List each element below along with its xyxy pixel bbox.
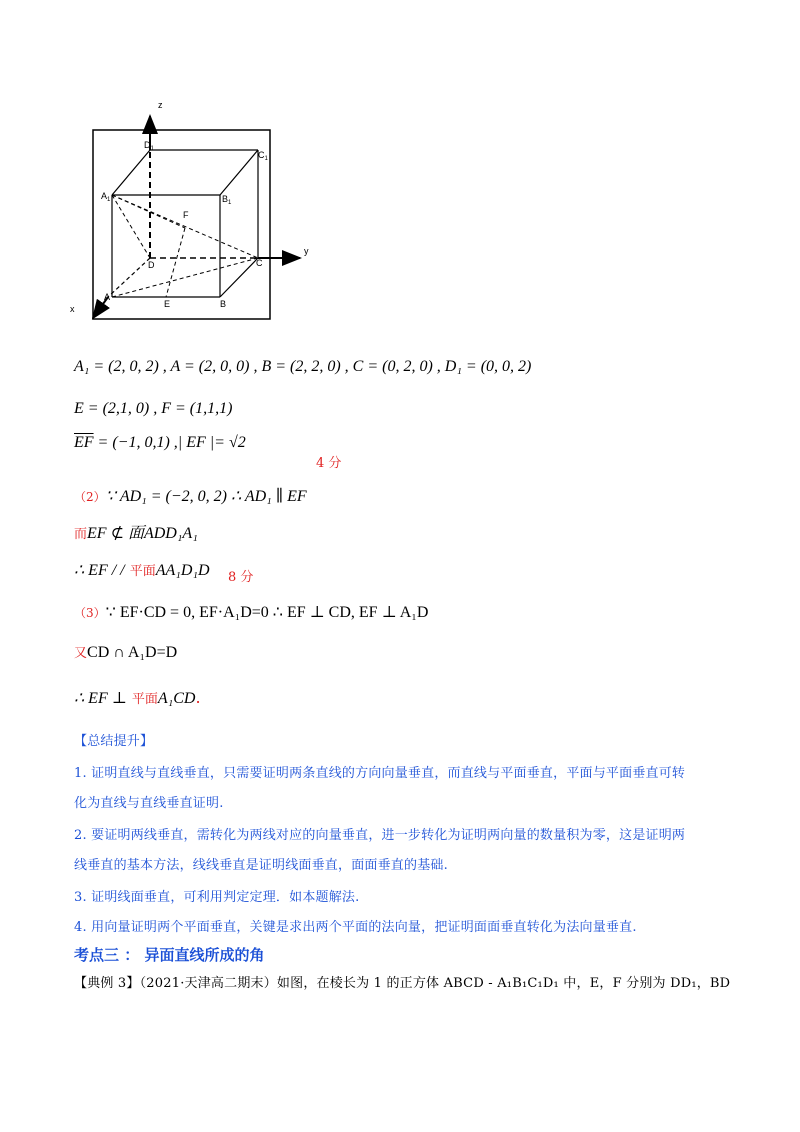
perp-conclusion: ∴ EF ⊥ 平面A₁CD. xyxy=(74,688,201,707)
intersection-line xyxy=(74,642,177,662)
part2-line xyxy=(74,486,307,506)
label-b1: $B_1$ xyxy=(222,194,232,206)
ef-vector-line xyxy=(74,432,246,452)
label-b: B xyxy=(220,299,227,309)
summary-title: 【总结提升】 xyxy=(74,734,154,749)
plane-word-2: 平面 xyxy=(131,692,158,707)
score-4: 4 分 xyxy=(316,456,342,471)
intersection: CD ∩ A₁D=D xyxy=(87,644,178,661)
summary-p1b: 化为直线与直线垂直证明. xyxy=(74,796,224,811)
example-line xyxy=(74,970,730,998)
label-e: E xyxy=(164,299,171,309)
label-x: x xyxy=(70,304,75,314)
label-z: z xyxy=(158,100,163,110)
cube-figure xyxy=(60,90,350,330)
label-c: C xyxy=(256,258,263,268)
label-c1: $C_1$ xyxy=(258,150,268,162)
er-char: 而 xyxy=(74,527,88,542)
plane-word: 平面 xyxy=(129,564,156,579)
summary-p2a: 2. 要证明两线垂直，需转化为两线对应的向量垂直，进一步转化为证明两向量的数量积为零，这是证明两 xyxy=(74,828,686,843)
part3-number: （3） xyxy=(74,606,106,620)
label-d1: $D_1$ xyxy=(144,140,154,152)
part2-statement: ∵ AD₁ = (−2, 0, 2) ∴ AD₁ ∥ EF xyxy=(105,488,307,505)
not-in-plane-line xyxy=(74,520,198,543)
example-tag: 【典例 3】 xyxy=(74,976,140,991)
coords-line-2: E = (2,1, 0) , F = (1,1,1) xyxy=(74,400,233,417)
summary-p3: 3. 证明线面垂直，可利用判定定理．如本题解法. xyxy=(74,890,360,905)
coords-line-1: A₁ = (2, 0, 2) , A = (2, 0, 0) , B = (2, 2, 0) , C = (0, 2, 0) , D₁ = (0, 0, 2) xyxy=(74,358,532,375)
not-in-plane: EF ⊄ 面ADD₁A₁ xyxy=(87,525,198,542)
you-char: 又 xyxy=(74,646,88,661)
ef-value: = (−1, 0,1) ,| EF |= √2 xyxy=(93,434,246,451)
part3-line xyxy=(74,602,428,622)
label-y: y xyxy=(304,246,309,256)
figure-frame xyxy=(93,130,270,319)
summary-p1a: 1. 证明直线与直线垂直，只需要证明两条直线的方向向量垂直，而直线与平面垂直，平面与平面垂直可转 xyxy=(74,766,686,781)
parallel-conclusion: ∴ EF / / 平面AA₁D₁D xyxy=(74,562,210,579)
score-8: 8 分 xyxy=(228,570,254,585)
part3-statement: ∵ EF·CD = 0, EF·A₁D=0 ∴ EF ⊥ CD, EF ⊥ A₁D xyxy=(105,604,429,621)
example-text: （2021·天津高二期末）如图，在棱长为 1 的正方体 ABCD - A₁B₁C₁D₁ 中，E，F 分别为 DD₁，BD xyxy=(139,976,731,991)
label-f: F xyxy=(183,210,189,220)
kaodian-heading: 考点三 ： 异面直线所成的角 xyxy=(74,946,265,964)
summary-p2b: 线垂直的基本方法，线线垂直是证明线面垂直，面面垂直的基础. xyxy=(74,858,448,873)
x-axis xyxy=(108,258,150,297)
part2-number: （2） xyxy=(74,490,106,504)
label-a1: $A_1$ xyxy=(101,191,111,203)
cube-edges xyxy=(112,150,258,297)
label-a: A xyxy=(104,292,111,302)
summary-p4: 4. 用向量证明两个平面垂直，关键是求出两个平面的法向量，把证明面面垂直转化为法向量垂直. xyxy=(74,920,637,935)
label-d: D xyxy=(148,260,155,270)
ef-vector: $\overline{EF}$ xyxy=(74,434,94,451)
